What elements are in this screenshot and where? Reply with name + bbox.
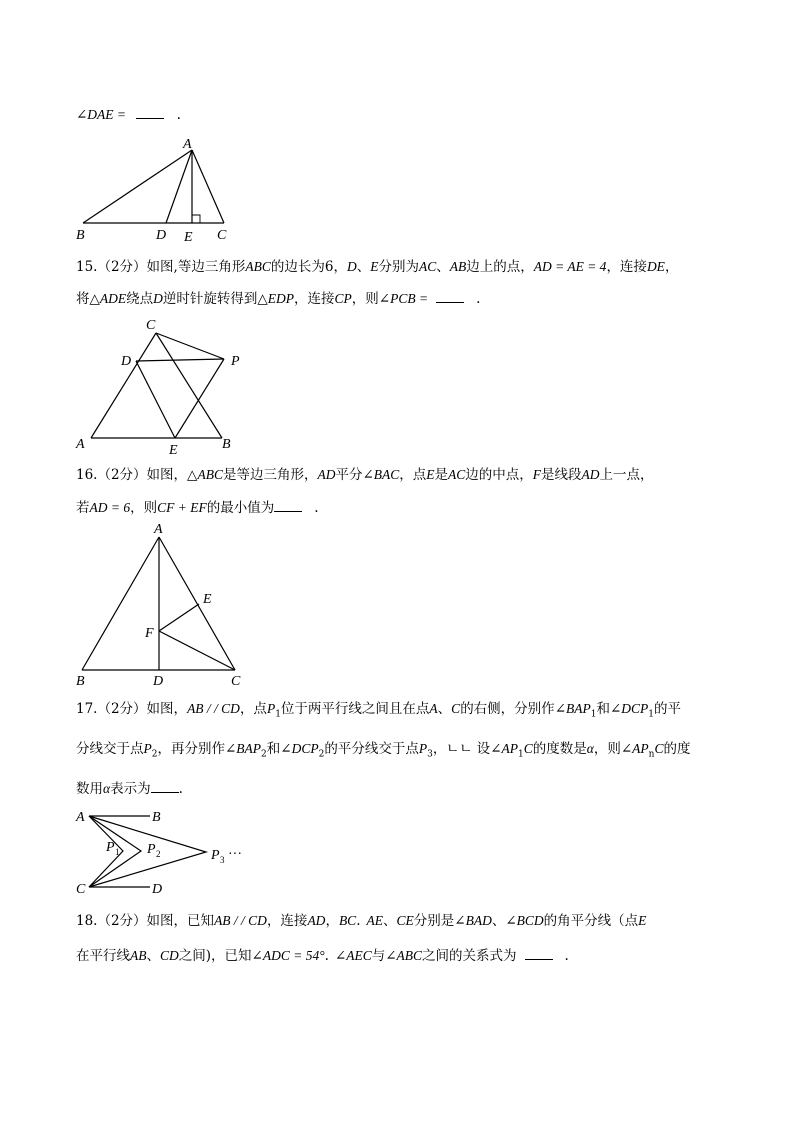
q18-math: CD <box>160 948 179 963</box>
q17-text: 、 <box>437 701 452 717</box>
q16-label-b: B <box>76 674 85 689</box>
q17-subscript: 1 <box>590 709 597 720</box>
q15-text: ，连接 <box>606 259 647 275</box>
q15-text: ，连接 <box>294 291 335 307</box>
q16-label-d: D <box>153 674 164 689</box>
q18-math: ∠ABC <box>385 948 423 963</box>
q15-math: D <box>153 291 163 306</box>
q17-math: C <box>654 741 664 756</box>
q16-label-e: E <box>203 592 212 607</box>
q15-math: ADE <box>99 291 127 306</box>
q18-math: E <box>638 913 647 928</box>
q17-text: ，ㄴㄴ 设 <box>432 741 491 757</box>
q17-math: P <box>418 741 428 756</box>
q17-text: ，再分别作 <box>157 741 225 757</box>
q18-text: ，连接 <box>266 913 308 929</box>
q15-text: ， <box>664 259 679 275</box>
q17-label-d: D <box>152 882 163 897</box>
q18-text: 与 <box>371 948 386 964</box>
q16-text: 边的中点， <box>465 467 533 483</box>
q14-label-e: E <box>184 230 193 245</box>
q17-math: ∠AP <box>620 741 649 756</box>
q16-label-f: F <box>145 626 154 641</box>
q18-math: AB <box>130 948 147 963</box>
q17-math: AB / / CD <box>187 701 240 716</box>
q15-math: EDP <box>267 291 295 306</box>
q17-math: α <box>103 781 111 796</box>
q15-label-c: C <box>146 318 156 333</box>
q17-text: 和 <box>596 701 610 717</box>
q15-text: 边上的点， <box>466 259 534 275</box>
q15-math: DE <box>646 259 665 274</box>
q17-math: ∠BAP <box>554 701 591 716</box>
q17-label-p3-sub: 3 <box>220 855 225 865</box>
q17-subscript: 1 <box>275 709 281 720</box>
q15-label-p: P <box>231 354 240 369</box>
q17-text: ，点 <box>239 701 267 717</box>
q14-label-d: D <box>156 228 167 243</box>
q15-label-a: A <box>76 437 85 452</box>
q18-text: 、 <box>146 948 160 964</box>
q15-text: 将△ <box>76 291 100 307</box>
q15-text: 、 <box>436 259 450 275</box>
q18-math: ∠BAD <box>454 913 492 928</box>
q15-math: ∠PCB = <box>378 291 429 306</box>
q15-label-e: E <box>169 443 178 458</box>
q18-math: ∠ADC = 54° <box>251 948 325 963</box>
q15-period: . <box>476 291 481 307</box>
q17-text: 数用 <box>76 781 103 797</box>
q17-subscript: n <box>648 749 655 760</box>
q15-math: AD = AE = 4 <box>533 259 607 274</box>
q16-math: ∠BAC <box>362 467 400 482</box>
q18-text: 18.（2分）如图，已知 <box>76 913 215 929</box>
q17-label-a: A <box>76 810 85 825</box>
q17-label-b: B <box>152 810 161 825</box>
q15-text: ，则 <box>351 291 379 307</box>
q17-math: P <box>266 701 276 716</box>
q18-answer-blank[interactable] <box>525 945 553 960</box>
q17-subscript: 1 <box>648 709 655 720</box>
q18-text: 之间的关系式为 <box>422 948 517 964</box>
q17-label-p1: P <box>106 840 115 855</box>
q17-text: 的平 <box>654 701 682 717</box>
q18-math: AD <box>307 913 326 928</box>
q16-math: AC <box>448 467 466 482</box>
q17-text: 的度数是 <box>532 741 587 757</box>
q18-math: AE <box>366 913 383 928</box>
q17-text: ，则 <box>593 741 621 757</box>
q15-label-b: B <box>222 437 231 452</box>
q17-label-p2: P <box>147 842 156 857</box>
q16-math: CF + EF <box>157 500 207 515</box>
q16-text: 的最小值为 <box>206 500 275 516</box>
q17-text: 表示为 <box>110 781 151 797</box>
q17-period: . <box>178 781 183 797</box>
q15-math: CP <box>334 291 352 306</box>
q18-text: . <box>324 948 329 964</box>
q16-text: 16.（2分）如图，△ <box>76 467 198 483</box>
q14-label-b: B <box>76 228 85 243</box>
q18-line-2 <box>76 945 569 965</box>
q16-math: AD <box>317 467 336 482</box>
q17-math: C <box>523 741 533 756</box>
q18-math: BC <box>338 913 357 928</box>
q18-period: . <box>564 948 569 964</box>
q18-math: ∠AEC <box>334 948 372 963</box>
q17-math: ∠DCP <box>609 701 649 716</box>
q15-math: AB <box>449 259 467 274</box>
q15-label-d: D <box>121 354 132 369</box>
q16-text: 上一点， <box>599 467 654 483</box>
q14-period: . <box>176 107 181 123</box>
q17-text: 的平分线交于点 <box>324 741 419 757</box>
q17-math: C <box>451 701 461 716</box>
q15-text: 分别为 <box>378 259 419 275</box>
q16-text: 是线段 <box>541 467 582 483</box>
q18-text: 之间)，已知 <box>178 948 252 964</box>
q14-label-a: A <box>183 137 192 152</box>
q18-math: ∠BCD <box>505 913 544 928</box>
q15-math: ABC <box>245 259 271 274</box>
q18-text: . <box>356 913 361 929</box>
q18-text: 、 <box>383 913 397 929</box>
q14-label-c: C <box>217 228 227 243</box>
q17-label-p1-sub: 1 <box>115 847 120 857</box>
q17-math: A <box>429 701 438 716</box>
q17-math: ∠DCP <box>280 741 319 756</box>
q18-text: 的角平分线（点 <box>543 913 639 929</box>
q17-text: 的右侧，分别作 <box>460 701 555 717</box>
q17-math: α <box>586 741 594 756</box>
q17-subscript: 1 <box>518 749 524 760</box>
q15-math: AC <box>418 259 437 274</box>
q15-text: 15.（2分）如图,等边三角形 <box>76 259 246 275</box>
q16-text: ，则 <box>130 500 158 516</box>
q16-text: 是 <box>434 467 449 483</box>
q17-text: 分线交于点 <box>76 741 144 757</box>
q17-label-p3: P <box>211 848 220 863</box>
q16-label-a: A <box>154 522 163 537</box>
q16-text: ，点 <box>399 467 427 483</box>
q18-text: 分别是 <box>413 913 455 929</box>
q17-subscript: 3 <box>427 749 433 760</box>
q18-text: ， <box>325 913 339 929</box>
q17-subscript: 2 <box>261 749 267 760</box>
q16-text: 平分 <box>335 467 363 483</box>
q14-expression: ∠DAE = <box>76 107 127 122</box>
q15-math: E <box>370 259 379 274</box>
q17-label-p2-sub: 2 <box>156 849 161 859</box>
q17-label-c: C <box>76 882 86 897</box>
q15-text: 、 <box>356 259 371 275</box>
q17-label-dots: ··· <box>228 847 242 862</box>
q16-math: F <box>532 467 542 482</box>
q15-math: D <box>346 259 357 274</box>
q16-math: ABC <box>197 467 223 482</box>
q18-math: CE <box>396 913 414 928</box>
q17-text: 17.（2分）如图， <box>76 701 188 717</box>
q16-label-c: C <box>231 674 241 689</box>
q16-math: AD = 6 <box>89 500 131 515</box>
q17-text: 和 <box>266 741 281 757</box>
q15-text: 绕点 <box>126 291 154 307</box>
q15-text: 逆时针旋转得到△ <box>162 291 268 307</box>
q18-text: 在平行线 <box>76 948 130 964</box>
q17-math: P <box>143 741 152 756</box>
q16-math: E <box>426 467 435 482</box>
q17-text: 的度 <box>663 741 691 757</box>
q17-math: ∠BAP <box>224 741 262 756</box>
q17-text: 位于两平行线之间且在点 <box>280 701 430 717</box>
q16-text: 若 <box>76 500 90 516</box>
q16-period: . <box>314 500 319 516</box>
q17-math: ∠AP <box>490 741 518 756</box>
q18-line-1 <box>76 912 646 930</box>
q17-subscript: 2 <box>151 749 158 760</box>
q15-text: 的边长为6， <box>270 259 347 275</box>
q17-subscript: 2 <box>318 749 325 760</box>
q16-math: AD <box>581 467 600 482</box>
q18-text: 、 <box>491 913 506 929</box>
q16-text: 是等边三角形， <box>222 467 318 483</box>
q18-math: AB / / CD <box>214 913 267 928</box>
